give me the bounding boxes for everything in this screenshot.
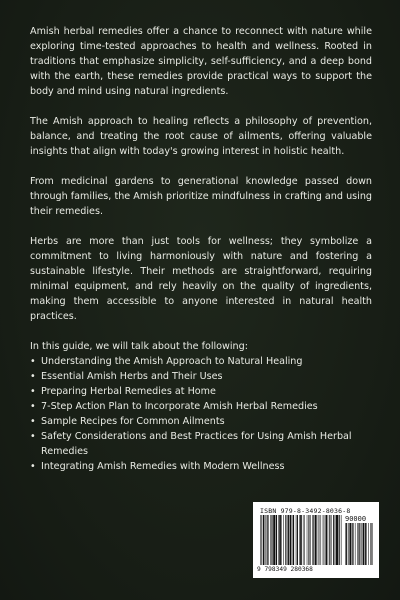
barcode-bar (315, 515, 317, 565)
topic-text: Preparing Herbal Remedies at Home (41, 386, 216, 397)
barcode-bar (273, 515, 275, 565)
barcode-bar (324, 515, 325, 565)
barcode-bar (313, 515, 314, 565)
barcode-bar (293, 515, 294, 565)
barcode-bar (263, 515, 265, 565)
barcode-bar (346, 523, 347, 565)
barcode-bar (310, 515, 311, 565)
barcode-bar (348, 523, 349, 565)
blurb (30, 24, 372, 474)
topic-text: 7-Step Action Plan to Incorporate Amish Herbal Remedies (41, 401, 318, 412)
topic-item (30, 384, 372, 399)
barcode-bar (267, 515, 268, 565)
barcode-bar (261, 515, 262, 565)
barcode-bar (278, 515, 279, 565)
barcode-bars (260, 515, 342, 565)
topics-list (30, 354, 372, 474)
barcode-bar (260, 515, 261, 565)
topic-text: Understanding the Amish Approach to Natural Healing (41, 356, 303, 367)
topic-item (30, 414, 372, 429)
barcode-bar (270, 515, 271, 565)
topic-item (30, 459, 372, 474)
barcode-bar (268, 515, 269, 565)
barcode-bar (283, 515, 284, 565)
barcode-bar (272, 515, 273, 565)
barcode-bar (363, 523, 365, 565)
blurb-paragraph-2: The Amish approach to healing reflects a philosophy of prevention, balance, and treating the root cause of ailments, offering valuable insights that align with today's growing interest in holistic health. (30, 116, 372, 157)
bullet-icon: • (30, 461, 36, 472)
topic-item (30, 369, 372, 384)
blurb-paragraph-4: Herbs are more than just tools for wellness; they symbolize a commitment to living harmoniously with nature and fostering a sustainable lifestyle. Their methods are straightforward, requiring minimal equipment, and rely heavily on the quality of ingredients, making them accessible to anyone interested in natural health practices. (30, 236, 372, 322)
barcode-bar (362, 523, 363, 565)
bullet-icon: • (30, 386, 36, 397)
barcode-bar (331, 515, 332, 565)
barcode-bar (365, 523, 366, 565)
barcode-bar (328, 515, 329, 565)
bullet-icon: • (30, 371, 36, 382)
barcode-bar (265, 515, 266, 565)
barcode-bar (339, 515, 340, 565)
barcode-bar (285, 515, 286, 565)
bullet-icon: • (30, 356, 36, 367)
isbn-barcode (253, 502, 379, 578)
barcode-bar (299, 515, 300, 565)
topic-item (30, 354, 372, 369)
barcode-bar (345, 523, 346, 565)
ean-digits: 9 798349 280368 (257, 566, 313, 573)
barcode-bar (276, 515, 277, 565)
barcode-bar (287, 515, 288, 565)
price-code: 90000 (345, 515, 367, 523)
topic-item (30, 429, 372, 459)
barcode-bar (341, 515, 342, 565)
barcode-bar (307, 515, 308, 565)
barcode-bar (323, 515, 324, 565)
barcode-bar (353, 523, 354, 565)
barcode-bar (312, 515, 313, 565)
barcode-bar (368, 523, 369, 565)
barcode-bar (308, 515, 309, 565)
barcode-bar (297, 515, 298, 565)
barcode-bar (300, 515, 302, 565)
barcode-bar (359, 523, 360, 565)
topics-heading: In this guide, we will talk about the following: (30, 341, 248, 352)
barcode-bar (325, 515, 327, 565)
isbn-label: ISBN 979-8-3492-8036-8 (260, 507, 351, 515)
barcode-bar (336, 515, 338, 565)
barcode-bar (318, 515, 319, 565)
topic-text: Safety Considerations and Best Practices for Using Amish Herbal Remedies (41, 431, 352, 457)
barcode-bar (292, 515, 293, 565)
topic-text: Sample Recipes for Common Ailments (41, 416, 225, 427)
barcode-bar (304, 515, 305, 565)
topic-item (30, 399, 372, 414)
barcode-bar (358, 523, 359, 565)
barcode-bar (357, 523, 358, 565)
barcode-bar (371, 523, 372, 565)
bullet-icon: • (30, 416, 36, 427)
bullet-icon: • (30, 401, 36, 412)
topic-text: Integrating Amish Remedies with Modern Wellness (41, 461, 285, 472)
barcode-bar (329, 515, 330, 565)
barcode-bar (319, 515, 320, 565)
blurb-paragraph-3: From medicinal gardens to generational knowledge passed down through families, the Amish prioritize mindfulness in crafting and using their remedies. (30, 176, 372, 217)
barcode-bar (349, 523, 351, 565)
barcode-bar (370, 523, 371, 565)
bullet-icon: • (30, 431, 36, 442)
topic-text: Essential Amish Herbs and Their Uses (41, 371, 223, 382)
barcode-bar (335, 515, 336, 565)
barcode-bar (373, 523, 374, 565)
barcode-bar (352, 523, 353, 565)
barcode-bar (281, 515, 282, 565)
barcode-bar (290, 515, 292, 565)
barcode-bar (355, 523, 356, 565)
barcode-bar (288, 515, 289, 565)
barcode-bar (279, 515, 281, 565)
barcode-bar (366, 523, 367, 565)
barcode-bar (303, 515, 304, 565)
blurb-paragraph-1: Amish herbal remedies offer a chance to reconnect with nature while exploring time-tested approaches to health and wellness. Rooted in traditions that emphasize simplicity, self-sufficiency, and a deep bond with the earth, these remedies provide practical ways to support the body and mind using natural ingredients. (30, 26, 372, 97)
barcode-bar (333, 515, 334, 565)
barcode-bar (296, 515, 297, 565)
barcode-bar (321, 515, 322, 565)
addon-barcode-bars (345, 523, 373, 565)
